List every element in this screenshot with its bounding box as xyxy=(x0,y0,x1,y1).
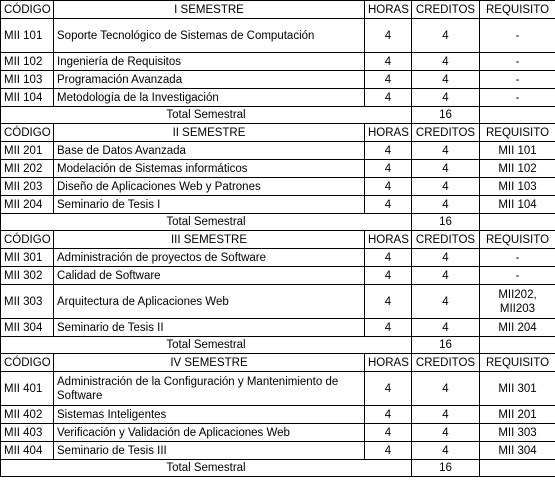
course-name: Seminario de Tesis I xyxy=(54,196,365,214)
semester-header-row xyxy=(1,1,555,19)
course-row xyxy=(1,267,555,285)
course-requisite: MII 201 xyxy=(480,406,555,424)
course-name: Ingeniería de Requisitos xyxy=(54,53,365,71)
course-code: MII 201 xyxy=(1,142,54,160)
requisite-header: REQUISITO xyxy=(480,124,555,142)
total-label: Total Semestral xyxy=(1,337,412,354)
course-requisite: - xyxy=(480,71,555,89)
total-empty-cell xyxy=(480,107,555,124)
course-requisite: - xyxy=(480,267,555,285)
course-credits: 4 xyxy=(412,424,480,442)
course-requisite: MII 204 xyxy=(480,319,555,337)
semester-total-row xyxy=(1,337,555,354)
hours-header: HORAS xyxy=(365,231,412,249)
course-code: MII 403 xyxy=(1,424,54,442)
semester-title: IV SEMESTRE xyxy=(54,354,365,372)
course-requisite: MII 103 xyxy=(480,178,555,196)
course-credits: 4 xyxy=(412,285,480,319)
course-name: Programación Avanzada xyxy=(54,71,365,89)
credits-header: CREDITOS xyxy=(412,124,480,142)
course-name: Calidad de Software xyxy=(54,267,365,285)
total-empty-cell xyxy=(480,337,555,354)
course-hours: 4 xyxy=(365,442,412,460)
course-name: Metodología de la Investigación xyxy=(54,89,365,107)
course-hours: 4 xyxy=(365,89,412,107)
semester-title: III SEMESTRE xyxy=(54,231,365,249)
course-requisite: - xyxy=(480,19,555,53)
course-name: Diseño de Aplicaciones Web y Patrones xyxy=(54,178,365,196)
course-row xyxy=(1,424,555,442)
course-row xyxy=(1,442,555,460)
requisite-header: REQUISITO xyxy=(480,354,555,372)
course-name: Base de Datos Avanzada xyxy=(54,142,365,160)
course-credits: 4 xyxy=(412,53,480,71)
total-credits: 16 xyxy=(412,107,480,124)
course-hours: 4 xyxy=(365,71,412,89)
requisite-header: REQUISITO xyxy=(480,1,555,19)
course-hours: 4 xyxy=(365,372,412,406)
semester-title: I SEMESTRE xyxy=(54,1,365,19)
credits-header: CREDITOS xyxy=(412,231,480,249)
course-code: MII 401 xyxy=(1,372,54,406)
course-requisite: MII 303 xyxy=(480,424,555,442)
course-credits: 4 xyxy=(412,406,480,424)
course-name: Administración de la Configuración y Mantenimiento de Software xyxy=(54,372,365,406)
semester-header-row xyxy=(1,231,555,249)
course-name: Administración de proyectos de Software xyxy=(54,249,365,267)
course-row xyxy=(1,372,555,406)
course-credits: 4 xyxy=(412,442,480,460)
course-row xyxy=(1,160,555,178)
course-code: MII 304 xyxy=(1,319,54,337)
total-empty-cell xyxy=(480,214,555,231)
course-hours: 4 xyxy=(365,196,412,214)
course-name: Seminario de Tesis II xyxy=(54,319,365,337)
course-hours: 4 xyxy=(365,53,412,71)
course-code: MII 204 xyxy=(1,196,54,214)
course-code: MII 102 xyxy=(1,53,54,71)
total-credits: 16 xyxy=(412,214,480,231)
semester-header-row xyxy=(1,354,555,372)
course-requisite: MII 101 xyxy=(480,142,555,160)
course-row xyxy=(1,53,555,71)
course-row xyxy=(1,19,555,53)
course-name: Seminario de Tesis III xyxy=(54,442,365,460)
semester-total-row xyxy=(1,107,555,124)
course-credits: 4 xyxy=(412,19,480,53)
course-row xyxy=(1,319,555,337)
course-hours: 4 xyxy=(365,406,412,424)
course-row xyxy=(1,89,555,107)
course-name: Modelación de Sistemas informáticos xyxy=(54,160,365,178)
curriculum-body xyxy=(1,1,555,477)
semester-total-row xyxy=(1,460,555,477)
course-credits: 4 xyxy=(412,89,480,107)
course-name: Sistemas Inteligentes xyxy=(54,406,365,424)
course-code: MII 402 xyxy=(1,406,54,424)
code-header: CÓDIGO xyxy=(1,124,54,142)
semester-header-row xyxy=(1,124,555,142)
course-row xyxy=(1,285,555,319)
credits-header: CREDITOS xyxy=(412,1,480,19)
course-row xyxy=(1,406,555,424)
course-name: Soporte Tecnológico de Sistemas de Computación xyxy=(54,19,365,53)
course-requisite: MII202, MII203 xyxy=(480,285,555,319)
course-code: MII 202 xyxy=(1,160,54,178)
course-credits: 4 xyxy=(412,372,480,406)
course-code: MII 103 xyxy=(1,71,54,89)
total-credits: 16 xyxy=(412,460,480,477)
requisite-header: REQUISITO xyxy=(480,231,555,249)
course-credits: 4 xyxy=(412,178,480,196)
semester-total-row xyxy=(1,214,555,231)
course-code: MII 104 xyxy=(1,89,54,107)
total-label: Total Semestral xyxy=(1,107,412,124)
course-hours: 4 xyxy=(365,142,412,160)
course-credits: 4 xyxy=(412,71,480,89)
course-code: MII 404 xyxy=(1,442,54,460)
course-hours: 4 xyxy=(365,424,412,442)
course-requisite: MII 301 xyxy=(480,372,555,406)
course-row xyxy=(1,178,555,196)
course-requisite: - xyxy=(480,89,555,107)
hours-header: HORAS xyxy=(365,1,412,19)
course-code: MII 301 xyxy=(1,249,54,267)
course-requisite: - xyxy=(480,249,555,267)
course-row xyxy=(1,249,555,267)
course-requisite: MII 102 xyxy=(480,160,555,178)
course-hours: 4 xyxy=(365,319,412,337)
course-requisite: - xyxy=(480,53,555,71)
hours-header: HORAS xyxy=(365,124,412,142)
course-code: MII 101 xyxy=(1,19,54,53)
code-header: CÓDIGO xyxy=(1,231,54,249)
course-name: Verificación y Validación de Aplicaciones Web xyxy=(54,424,365,442)
credits-header: CREDITOS xyxy=(412,354,480,372)
course-hours: 4 xyxy=(365,19,412,53)
course-hours: 4 xyxy=(365,160,412,178)
course-credits: 4 xyxy=(412,142,480,160)
code-header: CÓDIGO xyxy=(1,1,54,19)
course-hours: 4 xyxy=(365,267,412,285)
course-hours: 4 xyxy=(365,285,412,319)
course-credits: 4 xyxy=(412,267,480,285)
total-empty-cell xyxy=(480,460,555,477)
total-credits: 16 xyxy=(412,337,480,354)
course-credits: 4 xyxy=(412,319,480,337)
course-row xyxy=(1,71,555,89)
course-hours: 4 xyxy=(365,178,412,196)
course-credits: 4 xyxy=(412,196,480,214)
course-row xyxy=(1,142,555,160)
course-row xyxy=(1,196,555,214)
course-code: MII 203 xyxy=(1,178,54,196)
course-hours: 4 xyxy=(365,249,412,267)
code-header: CÓDIGO xyxy=(1,354,54,372)
course-requisite: MII 304 xyxy=(480,442,555,460)
semester-title: II SEMESTRE xyxy=(54,124,365,142)
course-requisite: MII 104 xyxy=(480,196,555,214)
course-credits: 4 xyxy=(412,249,480,267)
course-code: MII 303 xyxy=(1,285,54,319)
course-name: Arquitectura de Aplicaciones Web xyxy=(54,285,365,319)
total-label: Total Semestral xyxy=(1,460,412,477)
course-code: MII 302 xyxy=(1,267,54,285)
course-credits: 4 xyxy=(412,160,480,178)
total-label: Total Semestral xyxy=(1,214,412,231)
hours-header: HORAS xyxy=(365,354,412,372)
